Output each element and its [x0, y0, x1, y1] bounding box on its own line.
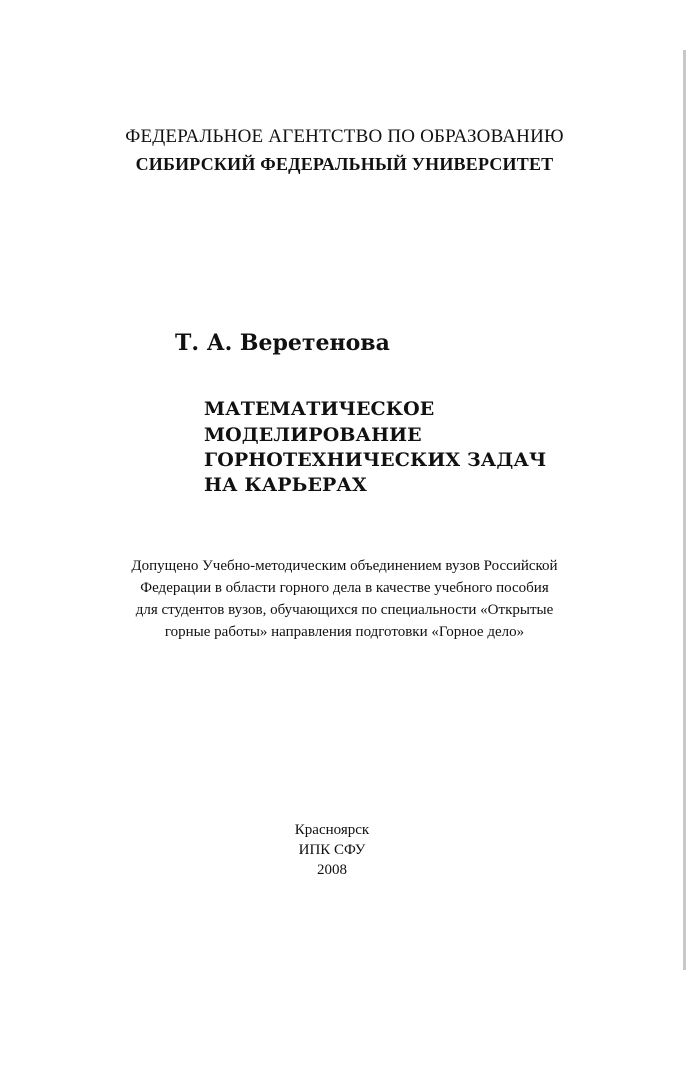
approval-text-line-2: Федерации в области горного дела в качестве учебного пособия [140, 580, 549, 596]
author-name: Т. А. Веретенова [175, 330, 390, 356]
publisher-name: ИПК СФУ [298, 842, 366, 858]
book-title-line-1: МАТЕМАТИЧЕСКОЕ [204, 398, 435, 420]
approval-text-line-4: горные работы» направления подготовки «Горное дело» [164, 624, 525, 640]
book-title-line-3: ГОРНОТЕХНИЧЕСКИХ ЗАДАЧ [204, 449, 547, 471]
book-title-line-2: МОДЕЛИРОВАНИЕ [204, 424, 422, 446]
agency-heading: ФЕДЕРАЛЬНОЕ АГЕНТСТВО ПО ОБРАЗОВАНИЮ [125, 126, 564, 147]
university-heading: СИБИРСКИЙ ФЕДЕРАЛЬНЫЙ УНИВЕРСИТЕТ [135, 154, 554, 174]
book-title-line-4: НА КАРЬЕРАХ [204, 474, 367, 496]
approval-text-line-1: Допущено Учебно-методическим объединением вузов Российской [131, 558, 558, 574]
publication-city: Красноярск [294, 822, 370, 838]
approval-text-line-3: для студентов вузов, обучающихся по специальности «Открытые [135, 602, 554, 618]
publication-year: 2008 [317, 862, 347, 878]
scan-edge-shadow [683, 50, 686, 970]
